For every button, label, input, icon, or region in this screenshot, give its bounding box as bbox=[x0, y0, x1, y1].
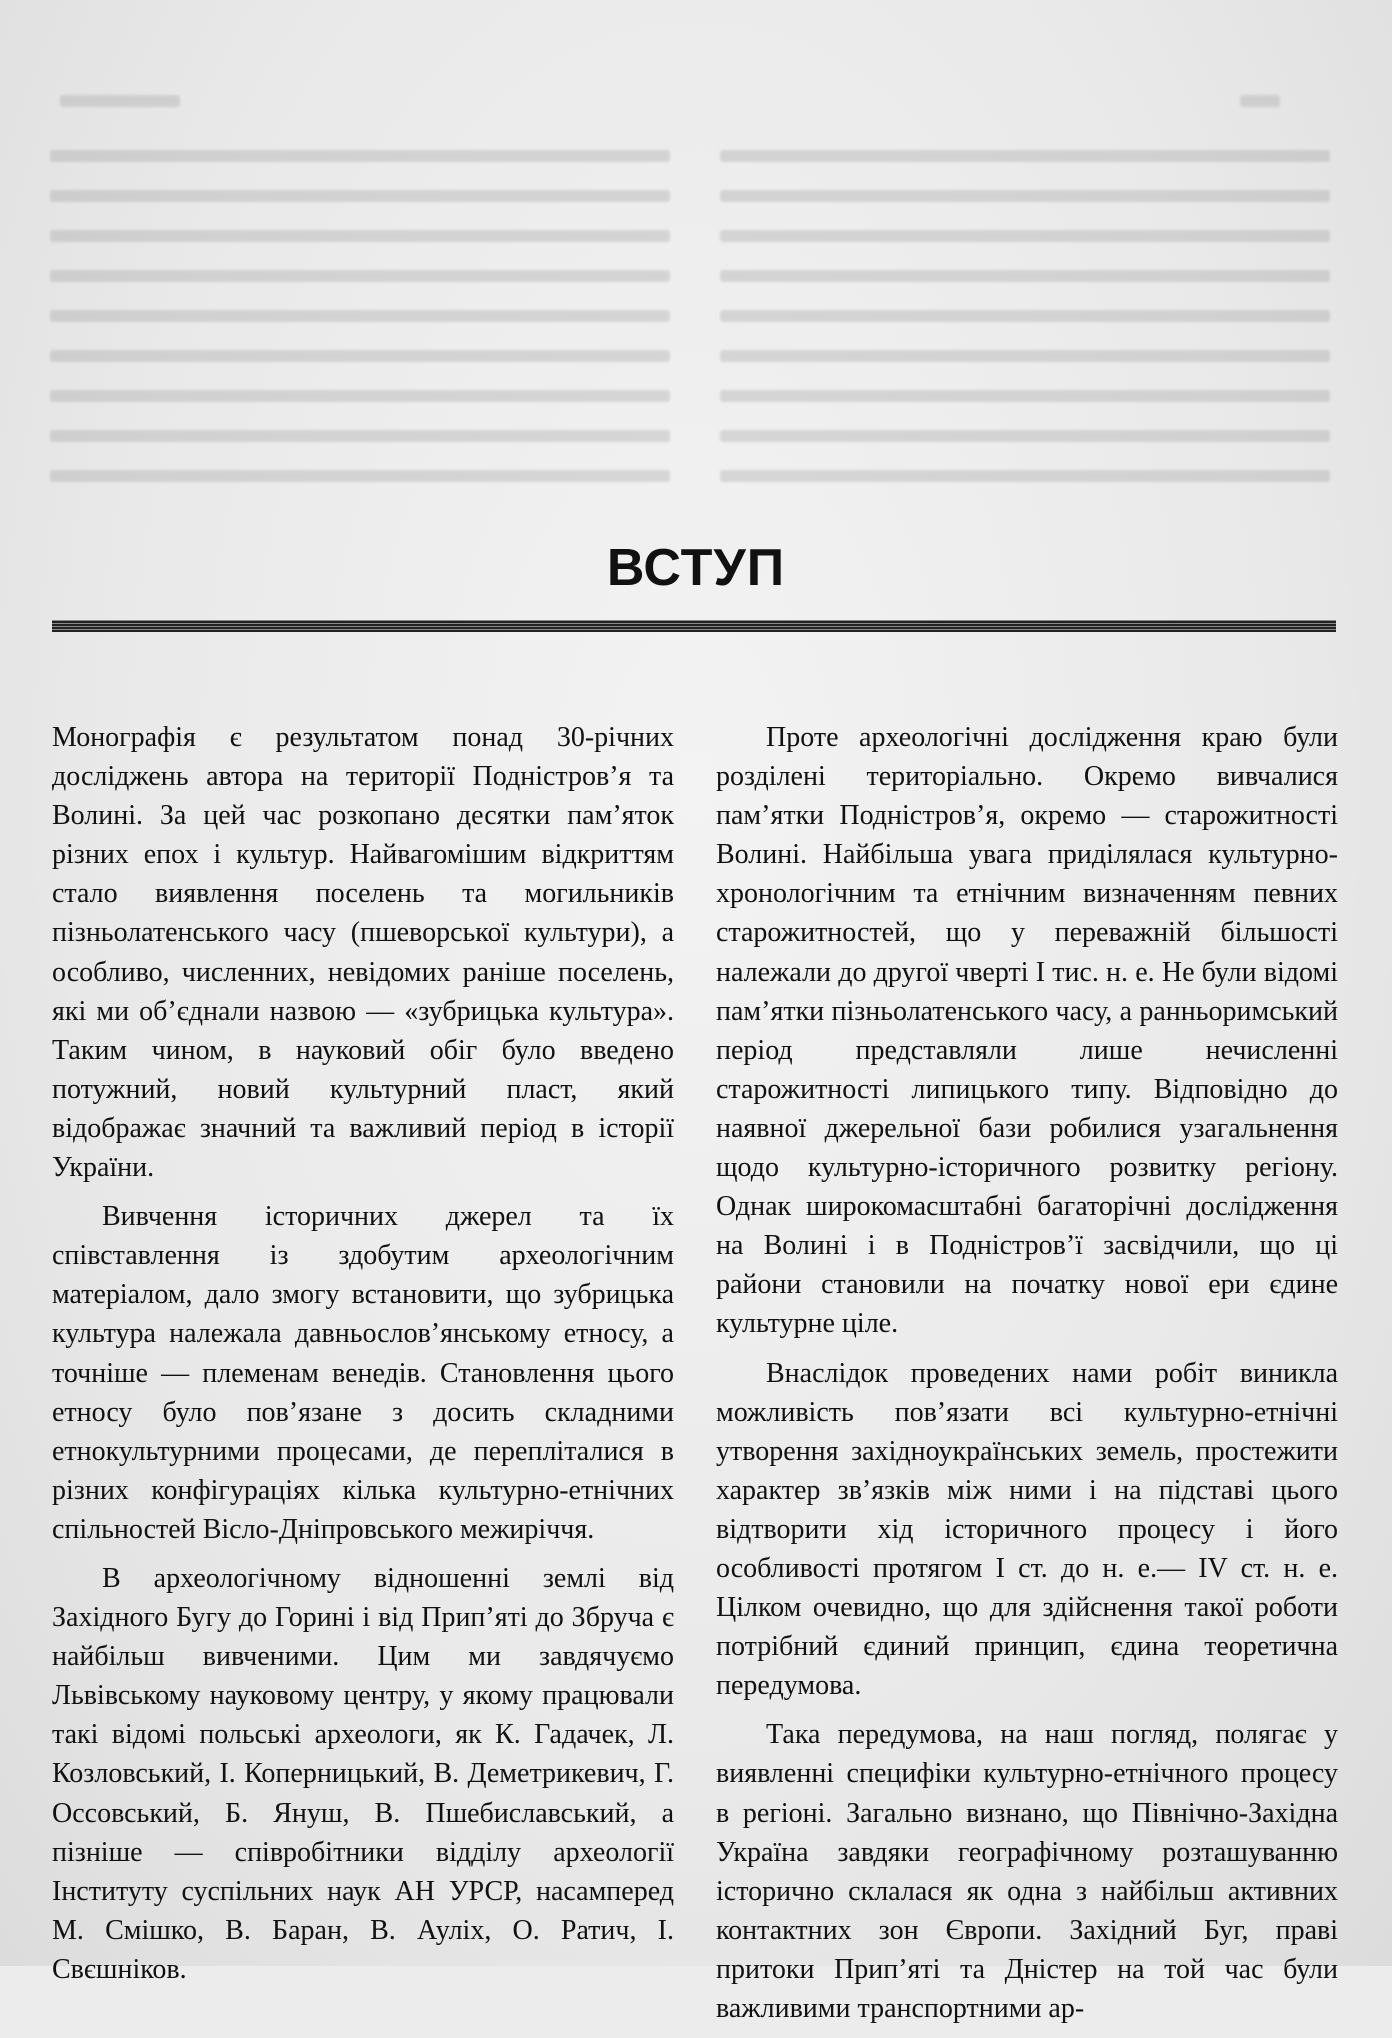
paragraph: В археологічному відношенні землі від Західного Бугу до Горині і від Прип’яті до Збруча є найбільш вивченими. Цим ми завдячуємо Львівському науковому центру, у якому працювали такі відомі польські археологи, як К. Гадачек, Л. Козловський, І. Коперницький, В. Деметрикевич, Г. Оссовський, Б. Януш, В. Пшебиславський, а пізніше — співробітники відділу археології Інституту суспільних наук АН УРСР, насамперед М. Смішко, В. Баран, В. Ауліх, О. Ратич, І. Свєшніков. bbox=[52, 1562, 674, 1985]
right-column bbox=[716, 718, 1338, 2038]
paragraph: Така передумова, на наш погляд, полягає у виявленні специфіки культурно-етнічного процесу в регіоні. Загально визнано, що Північно-Західна Україна завдяки географічному розташуванню історично склалася як одна з найбільш активних контактних зон Європи. Західний Буг, праві притоки Прип’яті та Дністер на той час були важливими транспортними ар- bbox=[716, 1719, 1338, 2024]
chapter-title: ВСТУП bbox=[606, 539, 786, 597]
paragraph: Проте археологічні дослідження краю були розділені територіально. Окремо вивчалися пам’ятки Подністров’я, окремо — старожитності Волині. Найбільша увага приділялася культурно-хронологічним та етнічним визначенням певних старожитностей, що у переважній більшості належали до другої чверті І тис. н. е. Не були відомі пам’ятки пізньолатенського часу, а ранньоримський період представляли лише нечисленні старожитності липицького типу. Відповідно до наявної джерельної бази робилися узагальнення щодо культурно-історичного розвитку регіону. Однак широкомасштабні багаторічні дослідження на Волині і в Подністров’ї засвідчили, що ці райони становили на початку нової ери єдине культурне ціле. bbox=[716, 722, 1338, 1340]
show-through-text bbox=[50, 90, 1340, 510]
paragraph: Внаслідок проведених нами робіт виникла можливість пов’язати всі культурно-етнічні утворення західноукраїнських земель, простежити характер зв’язків між ними і на підставі цього відтворити хід історичного процесу і його особливості протягом І ст. до н. е.— IV ст. н. е. Цілком очевидно, що для здійснення такої роботи потрібний єдиний принцип, єдина теоретична передумова. bbox=[716, 1357, 1338, 1702]
left-column bbox=[52, 718, 674, 1999]
title-divider bbox=[52, 620, 1336, 632]
paragraph: Вивчення історичних джерел та їх співставлення із здобутим археологічним матеріалом, дало змогу встановити, що зубрицька культура належала давньослов’янському етносу, а точніше — племенам венедів. Становлення цього етносу було пов’язане з досить складними етнокультурними процесами, де перепліталися в різних конфігураціях кілька культурно-етнічних спільностей Вісло-Дніпровського межиріччя. bbox=[52, 1201, 674, 1545]
paragraph: Монографія є результатом понад 30-річних досліджень автора на території Подністров’я та Волині. За цей час розкопано десятки пам’яток різних епох і культур. Найвагомішим відкриттям стало виявлення поселень та могильників пізньолатенського часу (пшеворської культури), а особливо, численних, невідомих раніше поселень, які ми об’єднали назвою — «зубрицька культура». Таким чином, в науковий обіг було введено потужний, новий культурний пласт, який відображає значний та важливий період в історії України. bbox=[52, 722, 674, 1184]
